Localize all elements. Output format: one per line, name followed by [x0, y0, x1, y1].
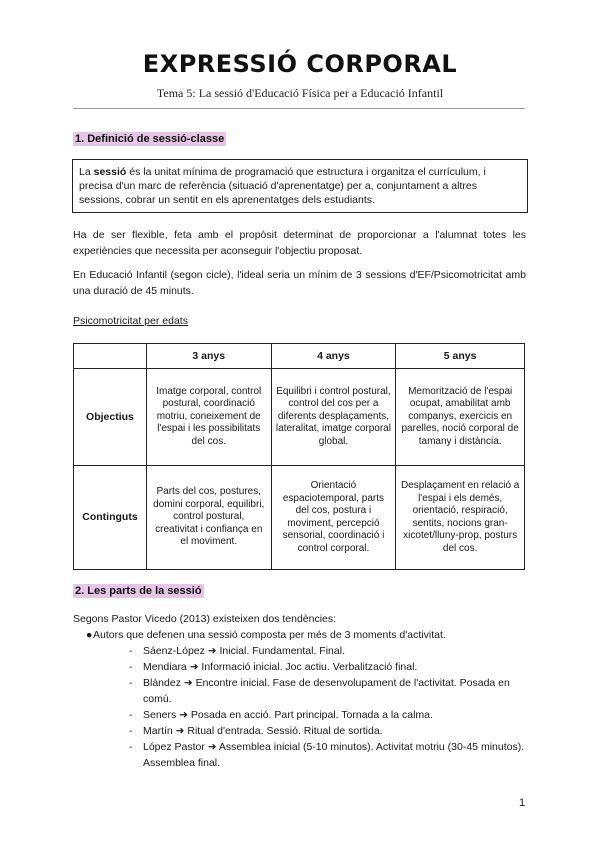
dash-marker: -: [129, 709, 133, 721]
table-row: [74, 466, 525, 570]
dash-marker: -: [129, 645, 133, 657]
dash-marker: -: [129, 661, 133, 673]
page-title: EXPRESSIÓ CORPORAL: [142, 50, 458, 78]
list-item: [73, 659, 527, 675]
psicomotricitat-table: [73, 343, 525, 570]
section-heading-definition: 1. Definició de sessió-classe: [75, 133, 225, 145]
table-header-cell: 4 anys: [271, 344, 396, 369]
list-item: [73, 675, 527, 707]
table-cell: Orientació espaciotemporal, parts del cos, postura i moviment, percepció sensorial, coordinació i control corporal.: [271, 466, 396, 570]
list-item: [73, 739, 527, 771]
page-subtitle: Tema 5: La sessió d'Educació Física per a Educació Infantil: [156, 86, 444, 100]
table-caption: Psicomotricitat per edats: [73, 315, 188, 327]
list-item: [73, 707, 527, 723]
author-item: López Pastor ➜ Assemblea inicial (5-10 minutos). Activitat motriu (30-45 minutos). Assemblea final.: [143, 741, 525, 769]
dash-marker: -: [129, 741, 133, 753]
table-cell: Parts del cos, postures, domini corporal, equilibri, control postural, creativitat i confiança en el moviment.: [146, 466, 271, 570]
table-row-label: Continguts: [74, 466, 147, 570]
dash-marker: -: [129, 677, 133, 689]
definition-body: és la unitat mínima de programació que estructura i organitza el currículum, i precisa d'un marc de referència (situació d'aprenentatge) per a, conjuntament a altres sessions, cobrar un sentit en els aprenentatges dels estudiants.: [79, 166, 486, 206]
table-row-label: Objectius: [74, 369, 147, 466]
author-item: Blández ➜ Encontre inicial. Fase de desenvolupament de l'activitat. Posada en comú.: [143, 677, 510, 705]
author-item: Martín ➜ Ritual d'entrada. Sessió. Ritual de sortida.: [143, 725, 383, 737]
dash-marker: -: [129, 725, 133, 737]
list-item: [73, 627, 533, 643]
paragraph-flexible: Ha de ser flexible, feta amb el propòsit determinat de proporcionar a l'alumnat totes les experiències que necessita per aconseguir l'objectiu proposat.: [73, 229, 526, 257]
table-header-row: [74, 344, 525, 369]
parts-intro: Segons Pastor Vicedo (2013) existeixen dos tendències:: [73, 613, 337, 625]
list-item: [73, 723, 527, 739]
author-item: Mendiara ➜ Informació inicial. Joc actiu. Verbalització final.: [143, 661, 418, 673]
definition-box: [72, 159, 528, 213]
list-item: [73, 643, 527, 659]
bullet-marker: ●: [86, 629, 93, 641]
section-heading-parts: 2. Les parts de la sessió: [75, 585, 202, 597]
definition-prefix: La: [79, 166, 94, 178]
header-divider: [73, 108, 525, 109]
table-cell: Memorització de l'espai ocupat, amabilitat amb companys, exercicis en parelles, noció corporal de tamany i distància.: [396, 369, 525, 466]
parts-list: [73, 611, 533, 771]
table-header-cell: [74, 344, 147, 369]
table-cell: Equilibri i control postural, control del cos per a diferents desplaçaments, lateralitat, imatge corporal global.: [271, 369, 396, 466]
table-header-cell: 3 anys: [146, 344, 271, 369]
table-cell: Imatge corporal, control postural, coordinació motriu, coneixement de l'espai i les possibilitats del cos.: [146, 369, 271, 466]
definition-keyword: sessió: [93, 166, 127, 178]
table-header-cell: 5 anys: [396, 344, 525, 369]
page-number: 1: [519, 797, 526, 809]
table-cell: Desplaçament en relació a l'espai i els demés, orientació, respiració, sentits, nocions gran-xicotet/lluny-prop, posturs del cos.: [396, 466, 525, 570]
author-item: Sáenz-López ➜ Inicial. Fundamental. Final.: [143, 645, 345, 657]
author-item: Seners ➜ Posada en acció. Part principal. Tornada a la calma.: [143, 709, 433, 721]
table-row: [74, 369, 525, 466]
bullet-text: Autors que defenen una sessió composta per més de 3 moments d'activitat.: [93, 629, 446, 641]
paragraph-infantil: En Educació Infantil (segon cicle), l'ideal seria un mínim de 3 sessions d'EF/Psicomotricitat amb una duració de 45 minuts.: [73, 269, 526, 297]
